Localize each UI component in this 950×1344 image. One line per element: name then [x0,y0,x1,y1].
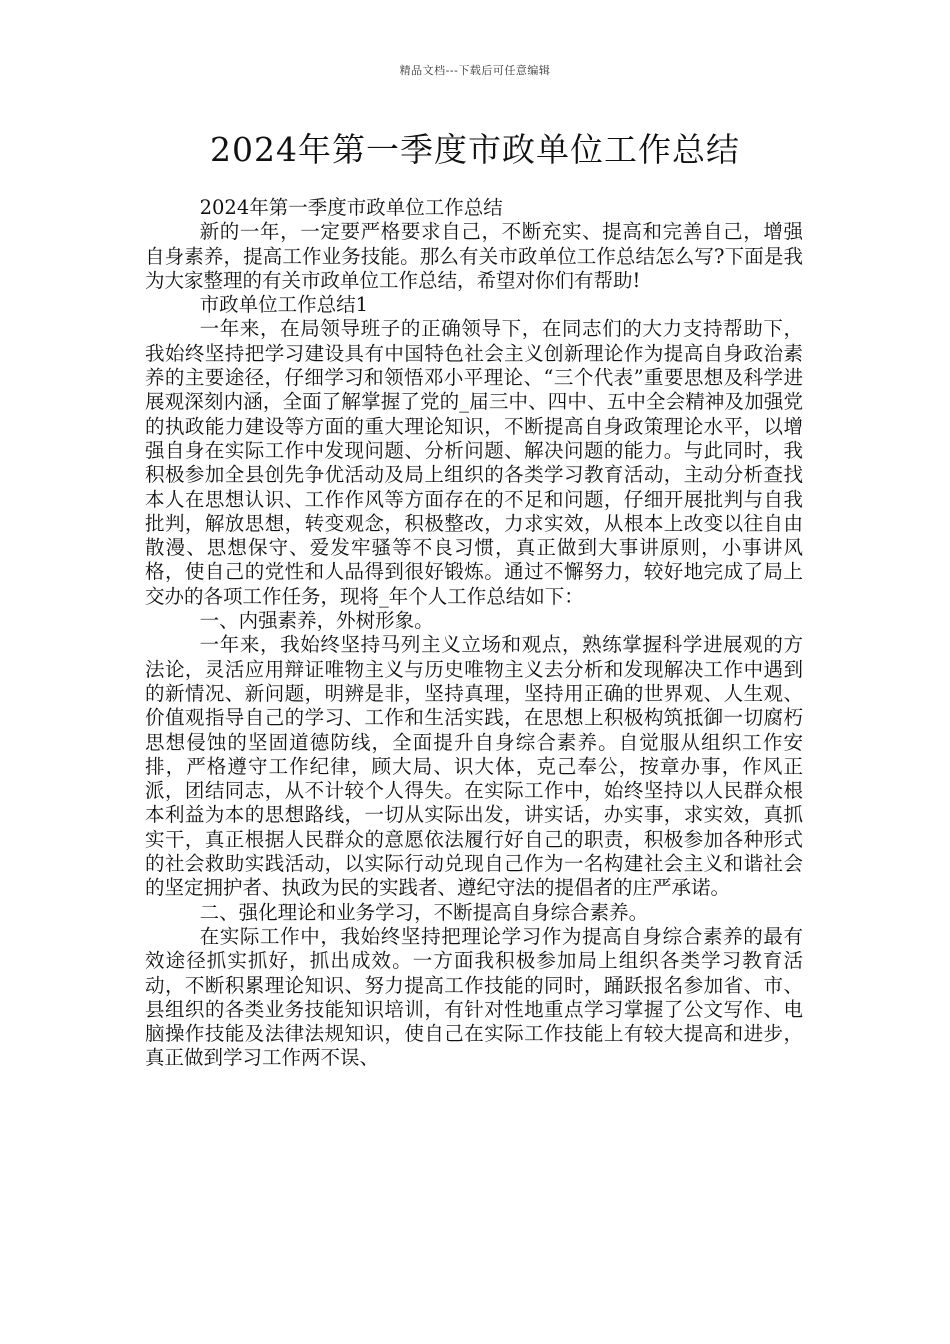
document-title: 2024年第一季度市政单位工作总结 [210,130,740,169]
section-heading-2: 二、强化理论和业务学习，不断提高自身综合素养。 [199,900,649,924]
document-body [145,196,803,1071]
body-paragraph-subtitle: 2024年第一季度市政单位工作总结 [199,196,503,219]
body-paragraph: 在实际工作中，我始终坚持把理论学习作为提高自身综合素养的最有效途径抓实抓好，抓出成效。一方面我积极参加局上组织各类学习教育活动，不断积累理论知识、努力提高工作技能的同时，踊跃报名参加省、市、县组织的各类业务技能知识培训，有针对性地重点学习掌握了公文写作、电脑操作技能及法律法规知识，使自己在实际工作技能上有较大提高和进步，真正做到学习工作两不误、 [145,924,803,1070]
body-paragraph-intro: 新的一年，一定要严格要求自己，不断充实、提高和完善自己，增强自身素养，提高工作业务技能。那么有关市政单位工作总结怎么写?下面是我为大家整理的有关市政单位工作总结，希望对你们有帮助! [145,220,803,292]
section-heading-summary-1: 市政单位工作总结1 [199,293,369,317]
body-paragraph: 一年来，我始终坚持马列主义立场和观点，熟练掌握科学进展观的方法论，灵活应用辩证唯物主义与历史唯物主义去分析和发现解决工作中遇到的新情况、新问题，明辨是非，坚持真理，坚持用正确的世界观、人生观、价值观指导自己的学习、工作和生活实践，在思想上积极构筑抵御一切腐朽思想侵蚀的坚固道德防线，全面提升自身综合素养。自觉服从组织工作安排，严格遵守工作纪律，顾大局、识大体，克己奉公，按章办事，作风正派，团结同志，从不计较个人得失。在实际工作中，始终坚持以人民群众根本利益为本的思想路线，一切从实际出发，讲实话，办实事，求实效，真抓实干，真正根据人民群众的意愿依法履行好自己的职责，积极参加各种形式的社会救助实践活动，以实际行动兑现自己作为一名构建社会主义和谐社会的坚定拥护者、执政为民的实践者、遵纪守法的提倡者的庄严承诺。 [145,633,803,900]
section-heading-1: 一、内强素养，外树形象。 [199,609,434,633]
body-paragraph: 一年来，在局领导班子的正确领导下，在同志们的大力支持帮助下，我始终坚持把学习建设具有中国特色社会主义创新理论作为提高自身政治素养的主要途径，仔细学习和领悟邓小平理论、“三个代表”重要思想及科学进展观深刻内涵，全面了解掌握了党的_届三中、四中、五中全会精神及加强党的执政能力建设等方面的重大理论知识，不断提高自身政策理论水平，以增强自身在实际工作中发现问题、分析问题、解决问题的能力。与此同时，我积极参加全县创先争优活动及局上组织的各类学习教育活动，主动分析查找本人在思想认识、工作作风等方面存在的不足和问题，仔细开展批判与自我批判，解放思想，转变观念，积极整改，力求实效，从根本上改变以往自由散漫、思想保守、爱发牢骚等不良习惯，真正做到大事讲原则，小事讲风格，使自己的党性和人品得到很好锻炼。通过不懈努力，较好地完成了局上交办的各项工作任务，现将_年个人工作总结如下： [145,317,803,608]
page-header-note: 精品文档---下载后可任意编辑 [399,64,551,77]
